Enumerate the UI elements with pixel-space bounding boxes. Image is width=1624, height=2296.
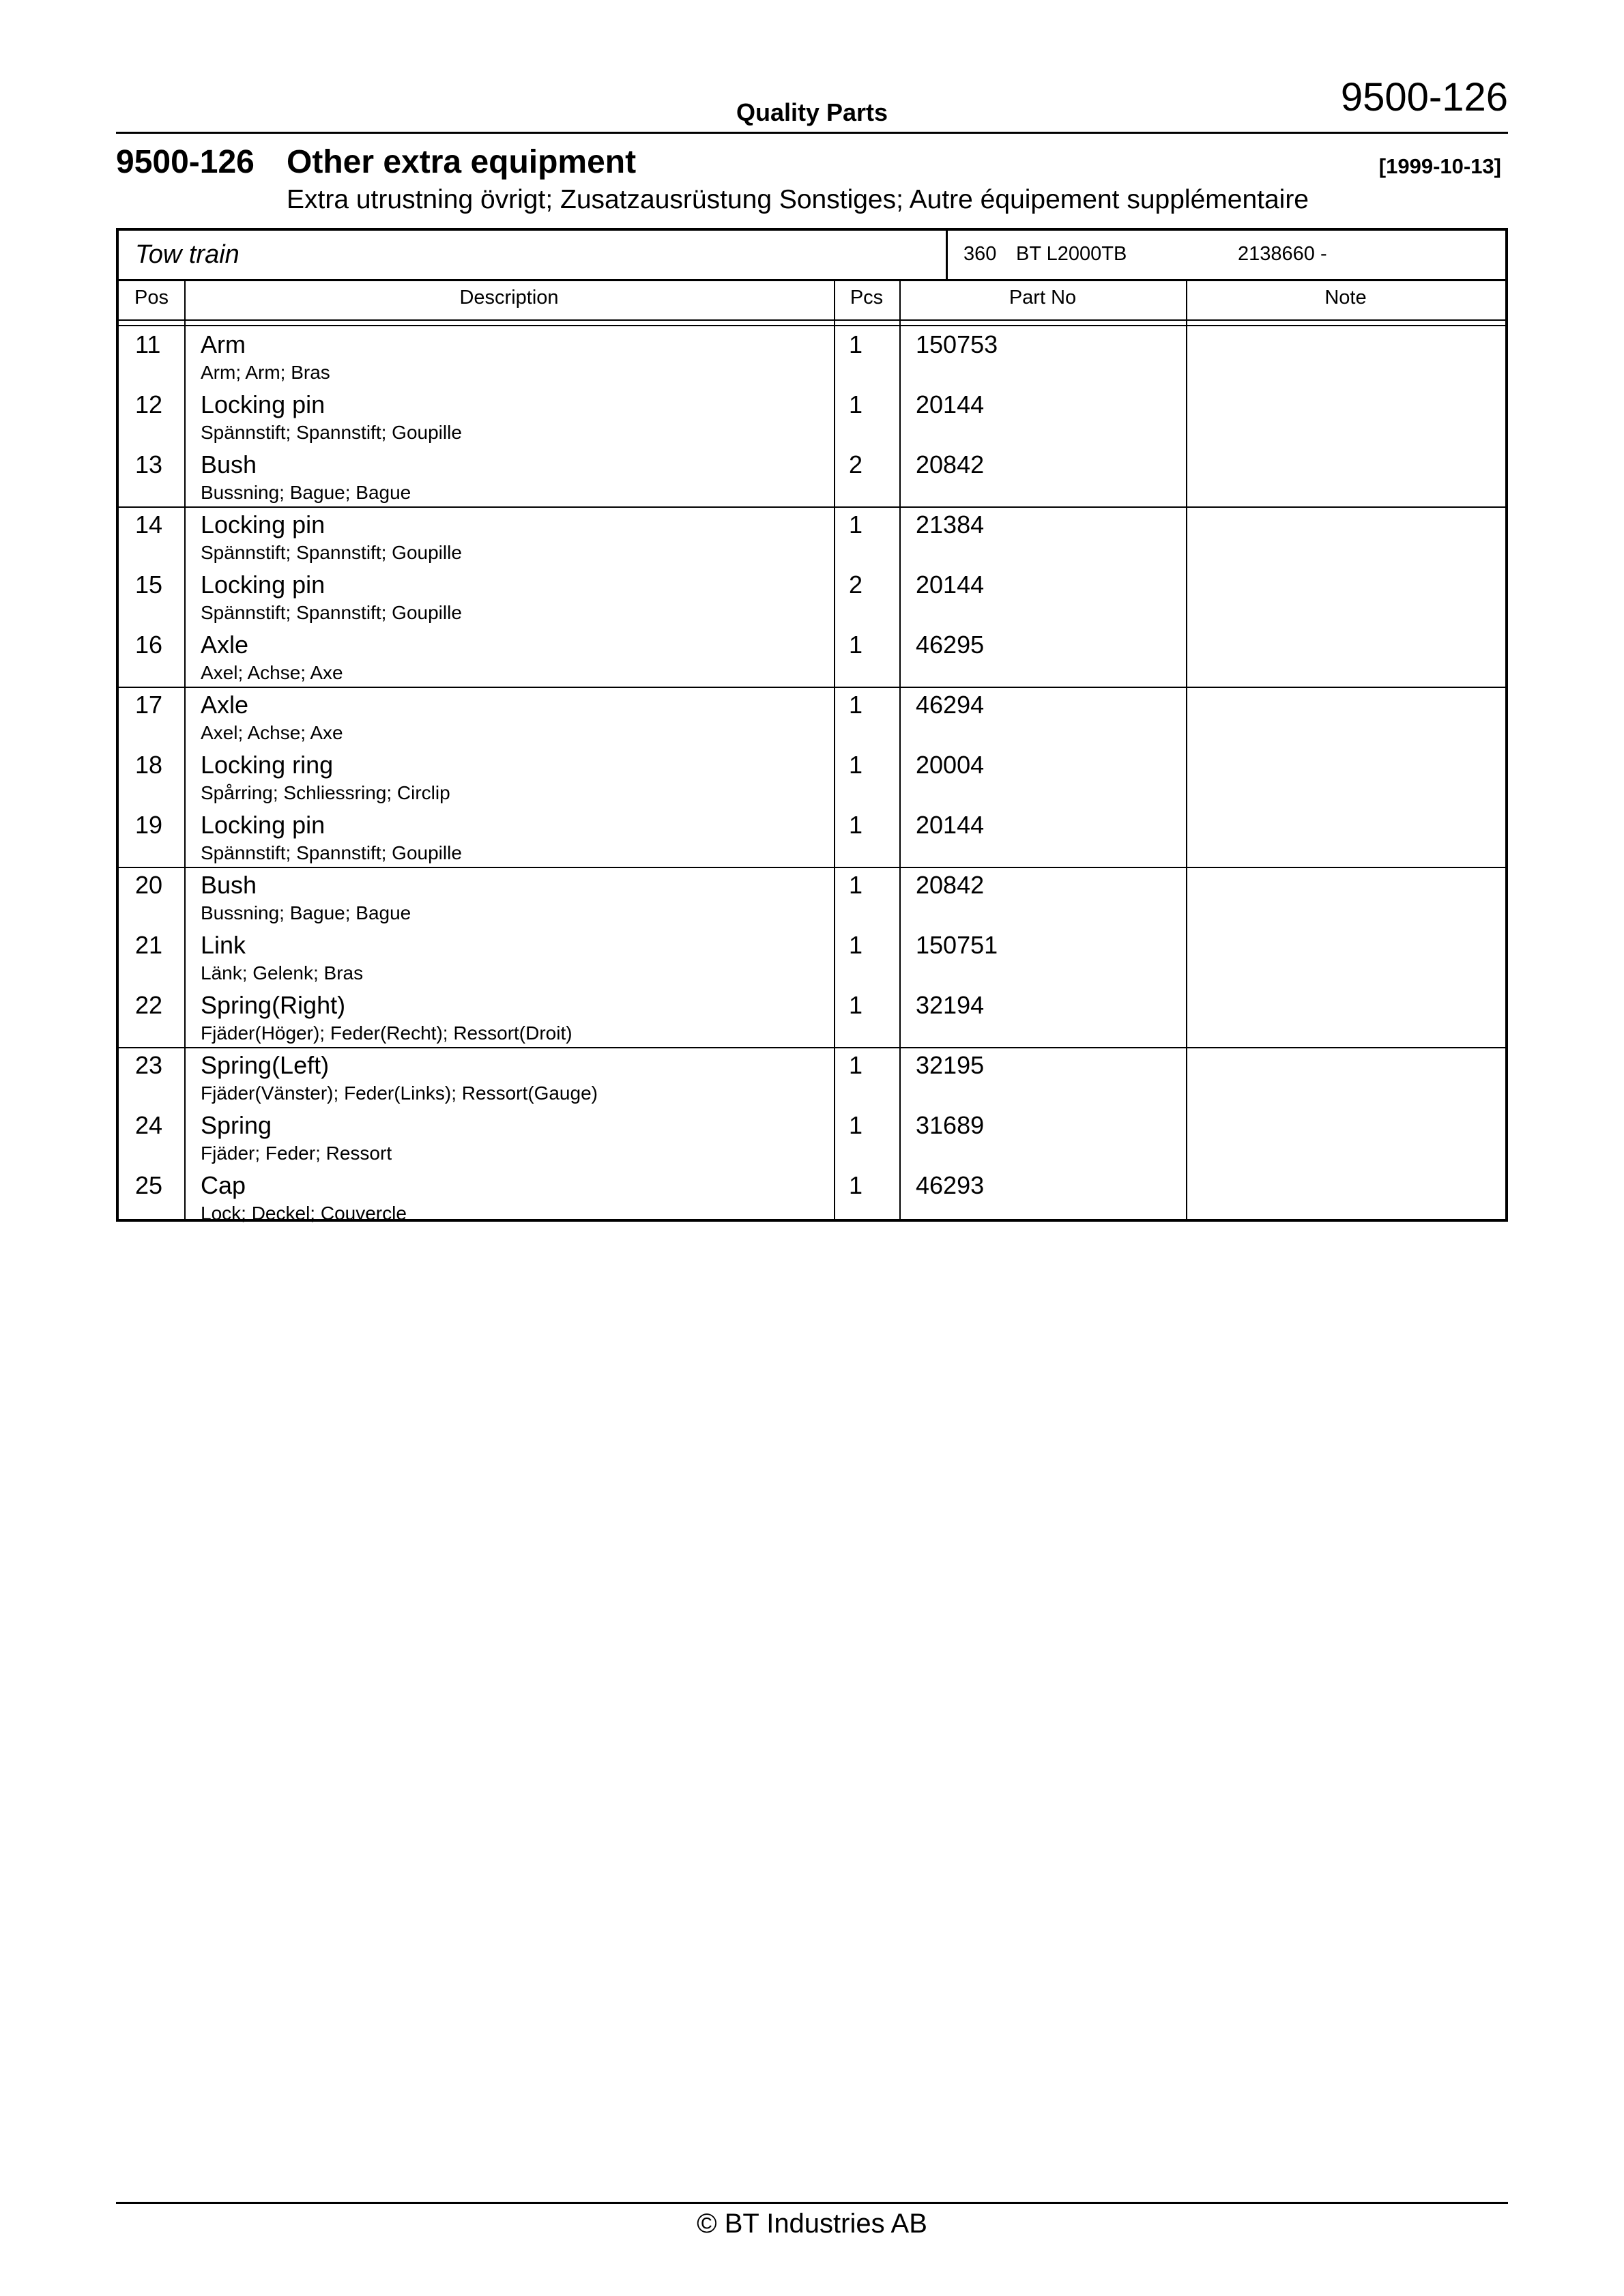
row-part-no: 32195 — [916, 1051, 985, 1079]
table-row — [119, 1111, 1505, 1171]
table-row — [119, 450, 1505, 511]
row-description: Spring(Left) — [201, 1051, 330, 1079]
row-part-no: 20144 — [916, 811, 985, 839]
row-description: Cap — [201, 1171, 246, 1199]
table-row — [119, 931, 1505, 991]
row-translation: Fjäder(Vänster); Feder(Links); Ressort(Gauge) — [201, 1082, 598, 1104]
row-pos: 11 — [135, 330, 161, 358]
row-pcs: 1 — [849, 631, 863, 659]
section-code: 9500-126 — [116, 144, 255, 180]
column-header-pos: Pos — [134, 287, 169, 308]
table-row — [119, 511, 1505, 571]
table-row — [119, 571, 1505, 631]
row-pcs: 1 — [849, 871, 863, 899]
row-part-no: 31689 — [916, 1111, 985, 1139]
row-translation: Fjäder; Feder; Ressort — [201, 1143, 392, 1164]
header-line — [119, 325, 1505, 326]
table-row — [119, 751, 1505, 811]
row-part-no: 32194 — [916, 991, 985, 1019]
row-translation: Spännstift; Spannstift; Goupille — [201, 842, 462, 863]
row-description: Axle — [201, 691, 249, 719]
model-type: BT L2000TB — [1016, 243, 1127, 265]
header-rule — [116, 132, 1508, 134]
row-pos: 20 — [135, 871, 163, 899]
row-translation: Spårring; Schliessring; Circlip — [201, 782, 450, 803]
model-row — [119, 231, 1505, 281]
row-description: Axle — [201, 631, 249, 659]
row-part-no: 46295 — [916, 631, 985, 659]
row-translation: Spännstift; Spannstift; Goupille — [201, 422, 462, 443]
row-translation: Spännstift; Spannstift; Goupille — [201, 542, 462, 563]
row-description: Bush — [201, 871, 257, 899]
row-pcs: 1 — [849, 1171, 863, 1199]
table-row — [119, 631, 1505, 691]
row-pcs: 1 — [849, 1111, 863, 1139]
row-pos: 18 — [135, 751, 163, 779]
row-translation: Länk; Gelenk; Bras — [201, 962, 364, 984]
row-translation: Arm; Arm; Bras — [201, 362, 330, 383]
group-separator — [119, 687, 1505, 688]
row-pos: 17 — [135, 691, 163, 719]
row-description: Locking pin — [201, 390, 325, 418]
row-part-no: 20144 — [916, 571, 985, 599]
row-pos: 24 — [135, 1111, 163, 1139]
column-header-part-no: Part No — [1009, 287, 1077, 308]
model-name: Tow train — [135, 240, 240, 269]
table-row — [119, 1051, 1505, 1111]
row-pos: 23 — [135, 1051, 163, 1079]
page-number: 9500-126 — [1340, 75, 1508, 119]
row-part-no: 150751 — [916, 931, 998, 959]
row-pcs: 1 — [849, 931, 863, 959]
row-description: Spring — [201, 1111, 272, 1139]
header-title: Quality Parts — [736, 98, 888, 126]
row-pcs: 1 — [849, 811, 863, 839]
group-separator — [119, 1047, 1505, 1048]
row-pos: 25 — [135, 1171, 163, 1199]
row-part-no: 21384 — [916, 511, 985, 539]
row-description: Locking ring — [201, 751, 334, 779]
row-pcs: 1 — [849, 511, 863, 539]
row-description: Spring(Right) — [201, 991, 346, 1019]
row-translation: Bussning; Bague; Bague — [201, 902, 411, 923]
row-pcs: 1 — [849, 991, 863, 1019]
row-part-no: 46294 — [916, 691, 985, 719]
model-divider — [946, 231, 948, 279]
row-pos: 16 — [135, 631, 163, 659]
header-line — [119, 319, 1505, 321]
table-row — [119, 330, 1505, 390]
row-pos: 13 — [135, 450, 163, 478]
parts-table — [116, 228, 1508, 1222]
table-row — [119, 871, 1505, 931]
table-row — [119, 691, 1505, 751]
table-row — [119, 390, 1505, 450]
row-translation: Fjäder(Höger); Feder(Recht); Ressort(Droit) — [201, 1022, 572, 1044]
row-pcs: 2 — [849, 571, 863, 599]
model-code: 360 — [963, 243, 997, 265]
footer-rule — [116, 2202, 1508, 2204]
row-pos: 15 — [135, 571, 163, 599]
section-date: [1999-10-13] — [1378, 154, 1501, 178]
section-title: Other extra equipment — [287, 144, 637, 180]
column-header-description: Description — [459, 287, 559, 308]
column-header-note: Note — [1324, 287, 1367, 308]
table-row — [119, 991, 1505, 1051]
row-part-no: 46293 — [916, 1171, 985, 1199]
row-pcs: 1 — [849, 691, 863, 719]
row-translation: Spännstift; Spannstift; Goupille — [201, 602, 462, 623]
row-pcs: 1 — [849, 1051, 863, 1079]
row-pos: 22 — [135, 991, 163, 1019]
row-description: Arm — [201, 330, 246, 358]
row-part-no: 20842 — [916, 871, 985, 899]
table-row — [119, 811, 1505, 871]
row-pos: 19 — [135, 811, 163, 839]
row-description: Locking pin — [201, 511, 325, 539]
row-description: Link — [201, 931, 246, 959]
row-translation: Axel; Achse; Axe — [201, 662, 343, 683]
row-part-no: 20144 — [916, 390, 985, 418]
row-pcs: 1 — [849, 390, 863, 418]
row-translation: Axel; Achse; Axe — [201, 722, 343, 743]
column-header-pcs: Pcs — [850, 287, 884, 308]
row-translation: Lock; Deckel; Couvercle — [201, 1203, 407, 1224]
row-pos: 21 — [135, 931, 163, 959]
section-subtitle: Extra utrustning övrigt; Zusatzausrüstung Sonstiges; Autre équipement supplémentaire — [287, 185, 1309, 214]
table-row — [119, 1171, 1505, 1231]
row-part-no: 20842 — [916, 450, 985, 478]
row-part-no: 150753 — [916, 330, 998, 358]
row-description: Bush — [201, 450, 257, 478]
model-serial: 2138660 - — [1238, 243, 1327, 265]
footer-copyright: © BT Industries AB — [697, 2209, 927, 2239]
group-separator — [119, 506, 1505, 508]
group-separator — [119, 867, 1505, 868]
row-pos: 14 — [135, 511, 163, 539]
row-translation: Bussning; Bague; Bague — [201, 482, 411, 503]
row-pcs: 1 — [849, 330, 863, 358]
row-description: Locking pin — [201, 571, 325, 599]
row-pcs: 1 — [849, 751, 863, 779]
row-pos: 12 — [135, 390, 163, 418]
row-part-no: 20004 — [916, 751, 985, 779]
row-pcs: 2 — [849, 450, 863, 478]
row-description: Locking pin — [201, 811, 325, 839]
